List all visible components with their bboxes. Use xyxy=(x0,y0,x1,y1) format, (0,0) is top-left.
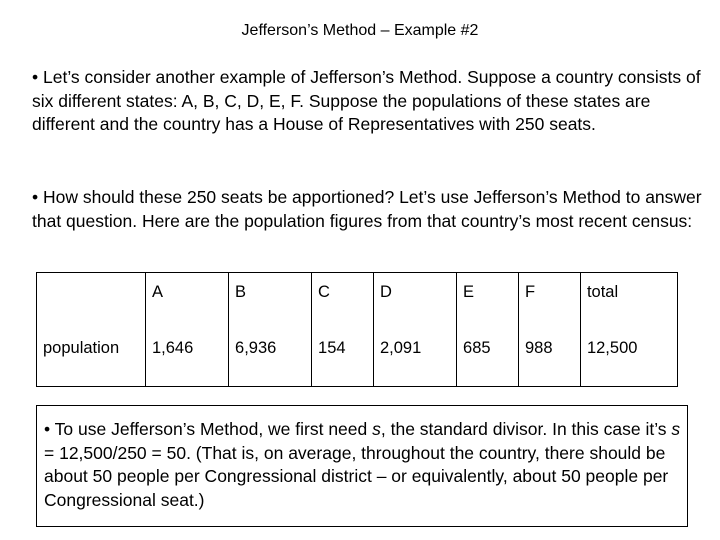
standard-divisor-note xyxy=(44,418,684,512)
table-header-cell: total xyxy=(586,283,619,301)
table-cell: 685 xyxy=(457,329,519,387)
table-corner-cell xyxy=(37,273,146,330)
slide-title: Jefferson’s Method – Example #2 xyxy=(241,22,479,39)
table-header-cell: E xyxy=(457,273,519,330)
note-variable: s xyxy=(372,419,381,439)
table-cell: 2,091 xyxy=(374,329,457,387)
note-text: • To use Jefferson’s Method, we first need xyxy=(44,419,373,439)
table-header-row xyxy=(37,273,678,330)
table-cell: 6,936 xyxy=(229,329,312,387)
population-table xyxy=(36,272,678,387)
question-paragraph: • How should these 250 seats be apportioned? Let’s use Jefferson’s Method to answer that question. Here are the population figures from that country’s most recent census: xyxy=(32,187,702,231)
table-cell: 154 xyxy=(312,329,374,387)
table-header-cell: F xyxy=(518,273,580,330)
table-header-cell: C xyxy=(312,273,374,330)
note-text: , the standard divisor. In this case it’s xyxy=(380,419,672,439)
table-cell: 12,500 xyxy=(586,339,638,357)
table-header-cell: D xyxy=(374,273,457,330)
table-header-cell: B xyxy=(229,273,312,330)
table-row xyxy=(37,329,678,387)
row-label: population xyxy=(37,329,146,387)
table-cell: 988 xyxy=(518,329,580,387)
intro-paragraph: • Let’s consider another example of Jefferson’s Method. Suppose a country consists of six different states: A, B, C, D, E, F. Suppose the populations of these states are different and the country has a House of Representatives with 250 seats. xyxy=(32,67,701,134)
note-variable: s xyxy=(671,419,681,439)
table-cell: 1,646 xyxy=(146,329,229,387)
table-header-cell: A xyxy=(146,273,229,330)
note-text: = 12,500/250 = 50. (That is, on average, throughout the country, there should be about 50 people per Congressional district – or equivalently, about 50 people per Congressional seat.) xyxy=(44,442,669,510)
